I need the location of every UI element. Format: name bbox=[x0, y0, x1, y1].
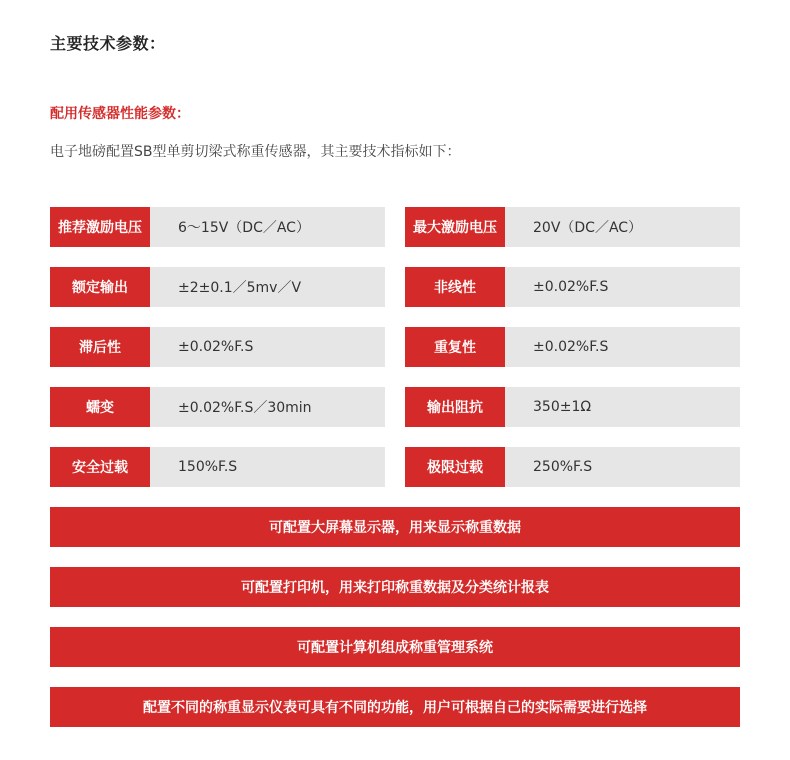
spec-label: 非线性 bbox=[405, 267, 505, 307]
spec-label: 推荐激励电压 bbox=[50, 207, 150, 247]
spec-value: ±0.02%F.S bbox=[505, 327, 740, 367]
spec-label: 极限过载 bbox=[405, 447, 505, 487]
spec-value: 150%F.S bbox=[150, 447, 385, 487]
spec-ultimate-overload bbox=[405, 447, 740, 487]
sensor-section-title: 配用传感器性能参数： bbox=[50, 106, 190, 122]
spec-rated-output bbox=[50, 267, 385, 307]
feature-banner-instruments: 配置不同的称重显示仪表可具有不同的功能，用户可根据自己的实际需要进行选择 bbox=[50, 687, 740, 727]
feature-banner-computer: 可配置计算机组成称重管理系统 bbox=[50, 627, 740, 667]
spec-label: 安全过载 bbox=[50, 447, 150, 487]
spec-row bbox=[50, 387, 740, 427]
spec-recommended-excitation-voltage bbox=[50, 207, 385, 247]
feature-list bbox=[50, 507, 740, 747]
spec-label: 最大激励电压 bbox=[405, 207, 505, 247]
spec-creep bbox=[50, 387, 385, 427]
spec-output-impedance bbox=[405, 387, 740, 427]
page-title: 主要技术参数： bbox=[50, 34, 166, 53]
spec-row bbox=[50, 267, 740, 307]
sensor-description: 电子地磅配置SB型单剪切梁式称重传感器，其主要技术指标如下： bbox=[50, 144, 461, 160]
spec-label: 蠕变 bbox=[50, 387, 150, 427]
spec-label: 滞后性 bbox=[50, 327, 150, 367]
spec-safe-overload bbox=[50, 447, 385, 487]
spec-row bbox=[50, 207, 740, 247]
spec-value: ±0.02%F.S bbox=[505, 267, 740, 307]
spec-label: 输出阻抗 bbox=[405, 387, 505, 427]
spec-table bbox=[50, 207, 740, 507]
spec-value: 20V（DC／AC） bbox=[505, 207, 740, 247]
spec-value: ±2±0.1／5mv／V bbox=[150, 267, 385, 307]
spec-value: ±0.02%F.S bbox=[150, 327, 385, 367]
spec-repeatability bbox=[405, 327, 740, 367]
spec-value: 250%F.S bbox=[505, 447, 740, 487]
spec-value: 350±1Ω bbox=[505, 387, 740, 427]
feature-banner-printer: 可配置打印机，用来打印称重数据及分类统计报表 bbox=[50, 567, 740, 607]
spec-hysteresis bbox=[50, 327, 385, 367]
spec-max-excitation-voltage bbox=[405, 207, 740, 247]
spec-row bbox=[50, 327, 740, 367]
spec-value: ±0.02%F.S／30min bbox=[150, 387, 385, 427]
spec-label: 额定输出 bbox=[50, 267, 150, 307]
feature-banner-display: 可配置大屏幕显示器，用来显示称重数据 bbox=[50, 507, 740, 547]
spec-row bbox=[50, 447, 740, 487]
spec-value: 6～15V（DC／AC） bbox=[150, 207, 385, 247]
spec-nonlinearity bbox=[405, 267, 740, 307]
spec-label: 重复性 bbox=[405, 327, 505, 367]
